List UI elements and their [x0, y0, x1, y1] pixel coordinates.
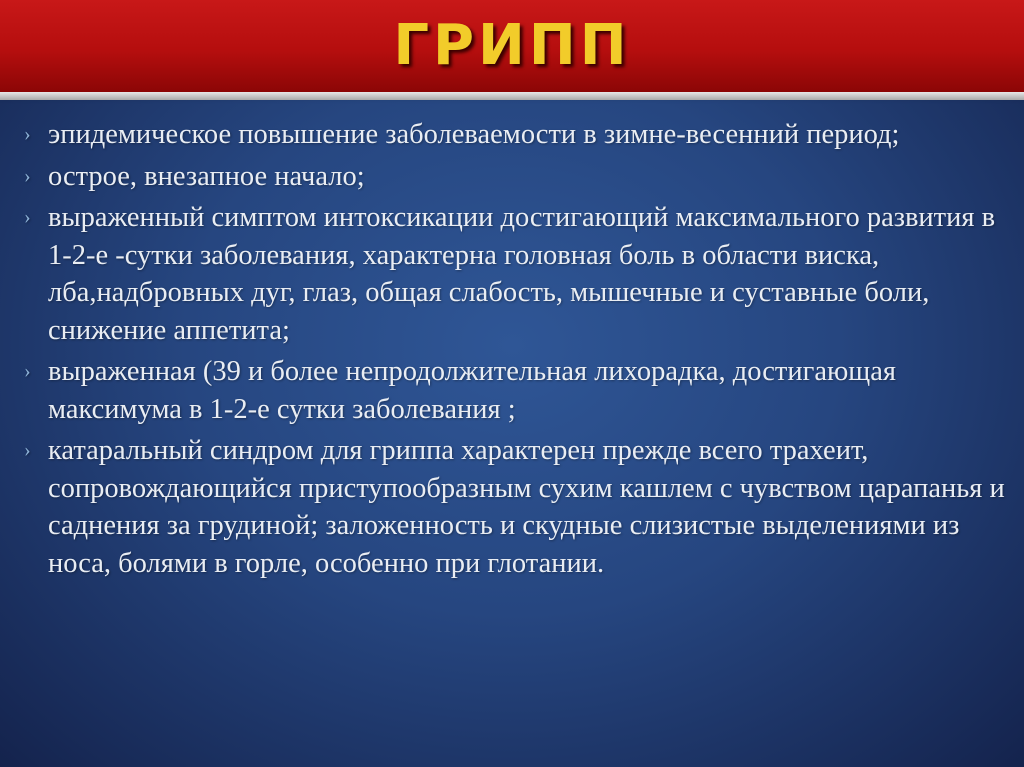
- list-item: [24, 199, 1014, 349]
- list-item: [24, 158, 1014, 196]
- slide-title: ГРИПП: [393, 13, 631, 78]
- list-item: [24, 353, 1014, 428]
- bullet-icon: ›: [24, 439, 31, 461]
- bullet-list: [24, 116, 1014, 586]
- list-item-text: катаральный синдром для гриппа характерен прежде всего трахеит, сопровождающийся приступообразным сухим кашлем с чувством царапанья и саднения за грудиной; заложенность и скудные слизистые выделениями из носа, болями в горле, особенно при глотании.: [48, 435, 1005, 579]
- list-item: [24, 432, 1014, 582]
- bullet-icon: ›: [24, 360, 31, 382]
- list-item-text: выраженная (39 и более непродолжительная лихорадка, достигающая максимума в 1-2-е сутки заболевания ;: [48, 356, 896, 425]
- bullet-icon: ›: [24, 123, 31, 145]
- list-item-text: выраженный симптом интоксикации достигающий максимального развития в 1-2-е -сутки заболевания, характерна головная боль в области виска, лба,надбровных дуг, глаз, общая слабость, мышечные и суставные боли, снижение аппетита;: [48, 202, 996, 346]
- title-bar: [0, 0, 1024, 92]
- bullet-icon: ›: [24, 206, 31, 228]
- list-item-text: эпидемическое повышение заболеваемости в зимне-весенний период;: [48, 119, 900, 150]
- list-item: [24, 116, 1014, 154]
- bullet-icon: ›: [24, 164, 31, 187]
- list-item-text: острое, внезапное начало;: [48, 160, 365, 192]
